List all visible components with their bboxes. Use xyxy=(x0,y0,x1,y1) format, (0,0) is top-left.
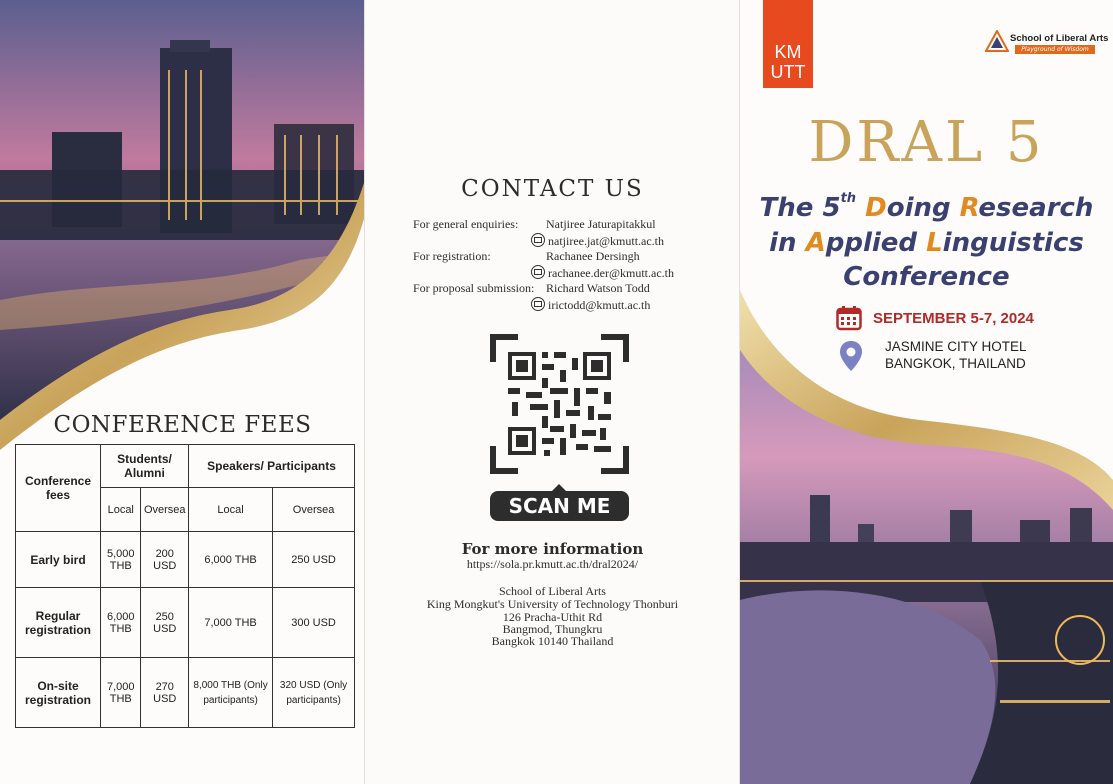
fee-cell: 7,000 THB xyxy=(189,588,273,658)
general-enquiries-label: For general enquiries: xyxy=(413,217,519,231)
speakers-group-header: Speakers/ Participants xyxy=(189,445,355,488)
address-line: King Mongkut's University of Technology Thonburi xyxy=(426,597,679,611)
text: in xyxy=(769,228,806,258)
text: esearch xyxy=(978,193,1094,223)
text: inguistics xyxy=(942,228,1084,258)
fee-cell: 200 USD xyxy=(141,532,189,588)
qr-code[interactable] xyxy=(490,334,629,474)
address-line: 126 Pracha-Uthit Rd xyxy=(502,610,603,624)
kmutt-logo-line: UTT xyxy=(770,62,806,82)
highlight-letter: R xyxy=(959,193,979,223)
highlight-letter: D xyxy=(865,193,887,223)
fee-cell: 6,000 THB xyxy=(189,532,273,588)
address-line: Bangmod, Thungkru xyxy=(502,622,603,636)
venue-name: JASMINE CITY HOTEL xyxy=(885,339,1027,354)
registration-label: For registration: xyxy=(413,249,491,263)
text: oing xyxy=(886,193,960,223)
registration-email[interactable] xyxy=(531,265,674,281)
speakers-oversea-header: Oversea xyxy=(273,488,355,532)
left-panel xyxy=(0,0,365,784)
proposal-email[interactable] xyxy=(531,297,650,313)
kmutt-logo xyxy=(763,0,813,88)
contact-us-title: CONTACT US xyxy=(461,176,644,202)
students-oversea-header: Oversea xyxy=(141,488,189,532)
location-pin-icon xyxy=(839,340,863,372)
row-label: Regular registration xyxy=(16,588,101,658)
calendar-icon xyxy=(836,305,862,331)
more-info-heading: For more information xyxy=(461,540,644,558)
speakers-local-header: Local xyxy=(189,488,273,532)
fee-cell: 250 USD xyxy=(141,588,189,658)
conference-title-line1 xyxy=(740,193,1113,223)
dral-title: DRAL 5 xyxy=(808,110,1045,175)
highlight-letter: A xyxy=(805,228,826,258)
table-row xyxy=(16,532,355,588)
fee-cell: 270 USD xyxy=(141,658,189,728)
students-local-header: Local xyxy=(101,488,141,532)
fees-header-label: Conference fees xyxy=(16,445,101,532)
conference-date: SEPTEMBER 5-7, 2024 xyxy=(873,310,1034,327)
fee-cell: 7,000 THB xyxy=(101,658,141,728)
table-row xyxy=(16,588,355,658)
text: pplied xyxy=(825,228,927,258)
text: The 5 xyxy=(759,193,841,223)
registration-email-text: rachanee.der@kmutt.ac.th xyxy=(548,266,674,280)
school-name: School of Liberal Arts xyxy=(1010,33,1109,44)
row-label: On-site registration xyxy=(16,658,101,728)
address-line: Bangkok 10140 Thailand xyxy=(491,634,614,648)
table-row xyxy=(16,658,355,728)
general-email[interactable] xyxy=(531,233,664,249)
students-group-header: Students/ Alumni xyxy=(101,445,189,488)
general-email-text: natjiree.jat@kmutt.ac.th xyxy=(548,234,665,248)
row-label: Early bird xyxy=(16,532,101,588)
highlight-letter: L xyxy=(926,228,943,258)
email-icon xyxy=(531,265,545,279)
fee-cell: 8,000 THB (Only participants) xyxy=(189,658,273,728)
conference-title-line2 xyxy=(740,228,1113,258)
fee-cell: 5,000 THB xyxy=(101,532,141,588)
email-icon xyxy=(531,297,545,311)
conference-fees-title: CONFERENCE FEES xyxy=(53,412,312,438)
proposal-contact-name: Richard Watson Todd xyxy=(546,281,650,295)
bangkok-skyline-photo xyxy=(0,0,365,450)
kmutt-logo-line: KM xyxy=(774,42,802,62)
fee-cell: 250 USD xyxy=(273,532,355,588)
fee-cell: 6,000 THB xyxy=(101,588,141,658)
fee-cell: 320 USD (Only participants) xyxy=(273,658,355,728)
general-contact-name: Natjiree Jaturapitakkul xyxy=(546,217,656,231)
registration-contact-name: Rachanee Dersingh xyxy=(546,249,640,263)
fees-table xyxy=(15,444,355,728)
scan-me-button[interactable]: SCAN ME xyxy=(490,491,629,521)
superscript: th xyxy=(840,191,857,207)
school-tagline: Playground of Wisdom xyxy=(1015,45,1095,54)
email-icon xyxy=(531,233,545,247)
proposal-email-text: irictodd@kmutt.ac.th xyxy=(548,298,651,312)
fee-cell: 300 USD xyxy=(273,588,355,658)
website-link[interactable]: https://sola.pr.kmutt.ac.th/dral2024/ xyxy=(466,557,639,571)
conference-title-line3: Conference xyxy=(843,262,1010,292)
school-of-liberal-arts-logo xyxy=(985,30,1009,52)
proposal-label: For proposal submission: xyxy=(413,281,535,295)
address-line: School of Liberal Arts xyxy=(499,584,606,598)
venue-city: BANGKOK, THAILAND xyxy=(885,356,1026,371)
